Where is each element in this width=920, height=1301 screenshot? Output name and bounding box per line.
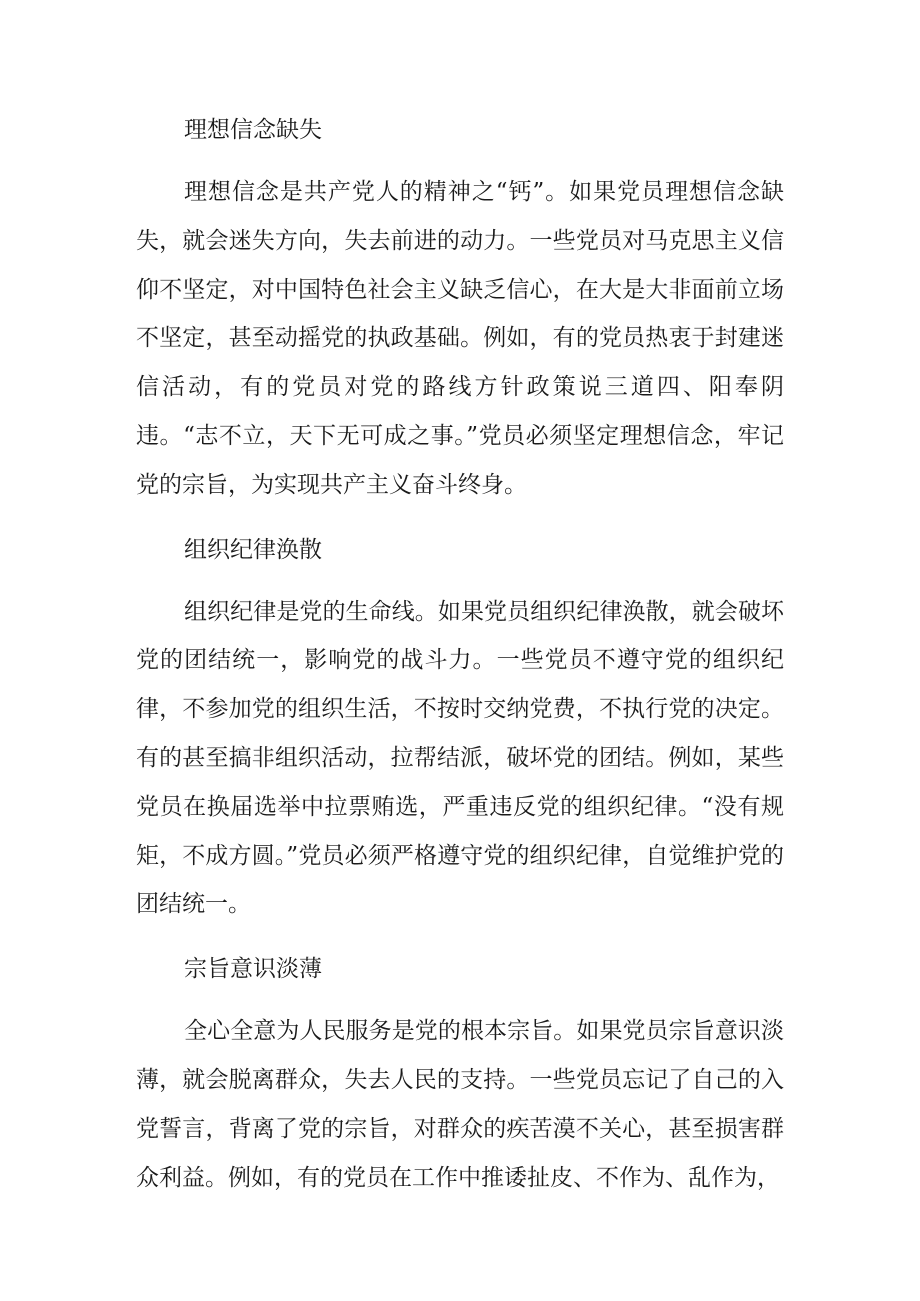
section-heading-discipline: 组织纪律涣散: [184, 536, 322, 563]
section-body-discipline: 组织纪律是党的生命线。如果党员组织纪律涣散，就会破坏党的团结统一，影响党的战斗力。一些党员不遵守党的组织纪律，不参加党的组织生活，不按时交纳党费，不执行党的决定。有的甚至搞非组织活动，拉帮结派，破坏党的团结。例如，某些党员在换届选举中拉票贿选，严重违反党的组织纪律。“没有规矩，不成方圆。”党员必须严格遵守党的组织纪律，自觉维护党的团结统一。: [136, 598, 784, 918]
section-heading-purpose: 宗旨意识淡薄: [184, 956, 322, 983]
document-page: [136, 104, 784, 1202]
section-body-purpose: 全心全意为人民服务是党的根本宗旨。如果党员宗旨意识淡薄，就会脱离群众，失去人民的支持。一些党员忘记了自己的入党誓言，背离了党的宗旨，对群众的疾苦漠不关心，甚至损害群众利益。例如，有的党员在工作中推诿扯皮、不作为、乱作为，: [136, 1018, 784, 1191]
section-body-ideals: 理想信念是共产党人的精神之“钙”。如果党员理想信念缺失，就会迷失方向，失去前进的动力。一些党员对马克思主义信仰不坚定，对中国特色社会主义缺乏信心，在大是大非面前立场不坚定，甚至动摇党的执政基础。例如，有的党员热衷于封建迷信活动，有的党员对党的路线方针政策说三道四、阳奉阴违。“志不立，天下无可成之事。”党员必须坚定理想信念，牢记党的宗旨，为实现共产主义奋斗终身。: [136, 179, 784, 498]
section-heading-ideals: 理想信念缺失: [184, 117, 322, 143]
